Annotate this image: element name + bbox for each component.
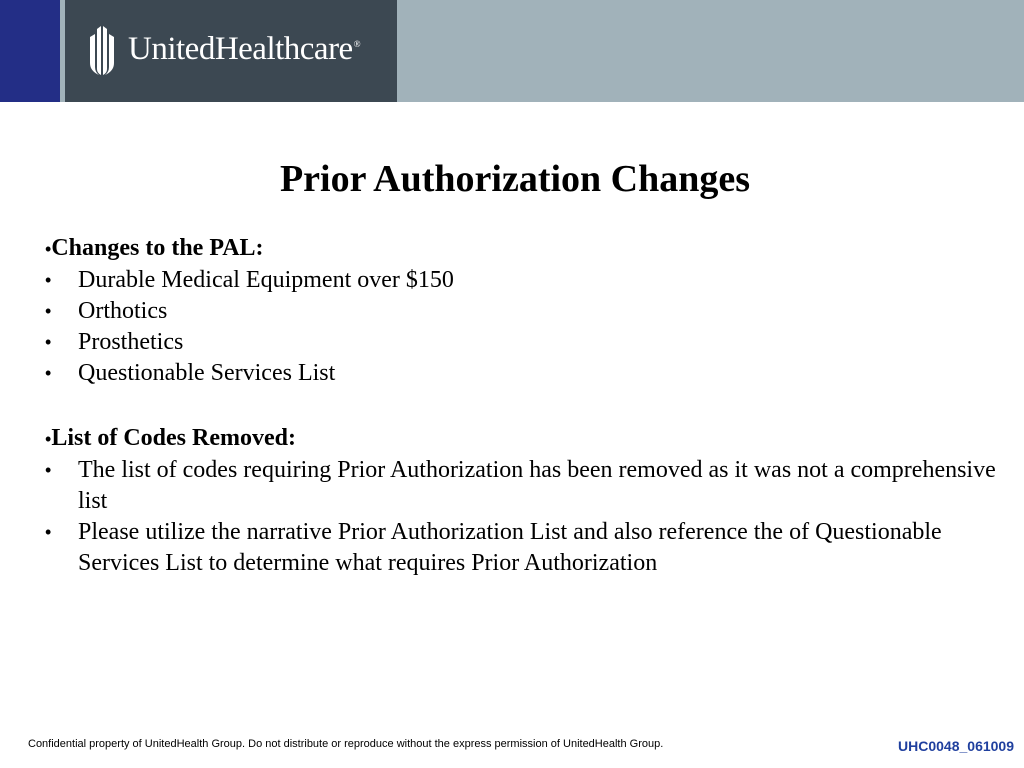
list-item: • Orthotics bbox=[45, 296, 1005, 327]
bullet-icon: • bbox=[45, 239, 52, 259]
unitedhealthcare-shield-icon bbox=[86, 23, 118, 81]
brand-logo-text: UnitedHealthcare® bbox=[128, 31, 361, 67]
list-item: • Prosthetics bbox=[45, 327, 1005, 358]
bullet-icon: • bbox=[45, 270, 52, 290]
bullet-icon: • bbox=[45, 363, 52, 383]
section-heading-pal-changes: •Changes to the PAL: bbox=[45, 235, 264, 261]
registered-mark: ® bbox=[353, 39, 361, 49]
document-code: UHC0048_061009 bbox=[898, 738, 1014, 754]
bullet-icon: • bbox=[45, 429, 52, 449]
bullet-icon: • bbox=[45, 522, 52, 542]
slide-title: Prior Authorization Changes bbox=[279, 158, 751, 200]
slide-body bbox=[45, 233, 1005, 579]
section-heading-codes-removed: •List of Codes Removed: bbox=[45, 425, 296, 451]
bullet-icon: • bbox=[45, 301, 52, 321]
list-item: • Durable Medical Equipment over $150 bbox=[45, 265, 1005, 296]
list-item: • Questionable Services List bbox=[45, 358, 1005, 389]
bullet-icon: • bbox=[45, 332, 52, 352]
list-item: • The list of codes requiring Prior Authorization has been removed as it was not a comprehensive list bbox=[45, 457, 996, 514]
bullet-icon: • bbox=[45, 460, 52, 480]
confidential-notice: Confidential property of UnitedHealth Group. Do not distribute or reproduce without the express permission of UnitedHealth Group. bbox=[28, 738, 664, 750]
header-blue-bar bbox=[0, 0, 60, 102]
list-item: • Please utilize the narrative Prior Authorization List and also reference the of Questionable Services List to determine what requires Prior Authorization bbox=[45, 519, 942, 576]
section-spacer bbox=[45, 389, 1005, 423]
